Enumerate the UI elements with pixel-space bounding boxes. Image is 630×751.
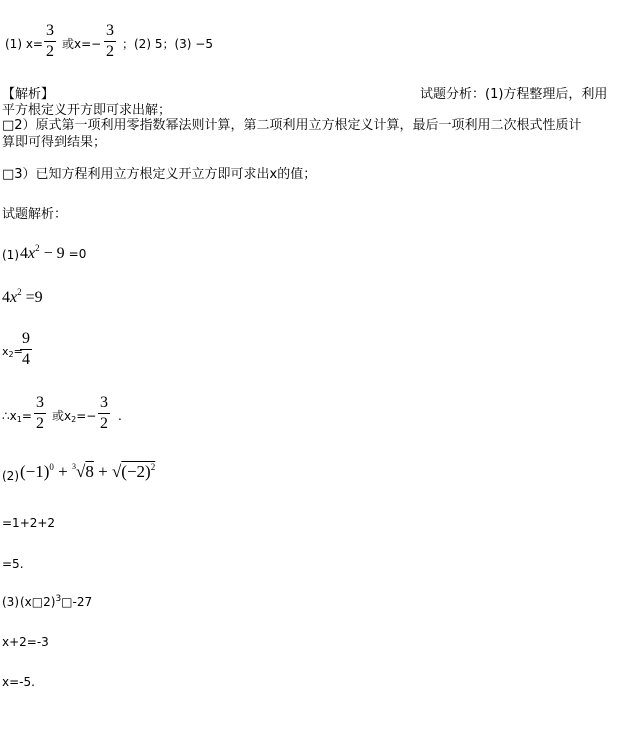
or-x: 或x	[52, 409, 72, 423]
fraction-numerator: 3	[46, 22, 54, 39]
x-var: x	[2, 345, 9, 358]
x-subscript: 2	[8, 350, 14, 359]
result-or	[52, 410, 96, 422]
result-fraction-2	[98, 394, 110, 433]
analysis-header: 【解析】	[2, 87, 55, 102]
part1-equation: $4x^2 - 9 =0$	[20, 243, 87, 262]
x2-subscript: 2	[71, 415, 77, 424]
part1-eq-tail: =0	[68, 247, 87, 261]
analysis-intro-right: 试题分析：(1)方程整理后，利用	[420, 87, 608, 102]
fraction-denominator: 2	[100, 415, 108, 432]
part2-step2: =5.	[2, 557, 24, 571]
part1-step2-rhs: =9	[25, 289, 43, 306]
part1-label: (1)	[2, 248, 19, 262]
part1-step2: $4x^2 =9$	[2, 287, 43, 306]
fraction-denominator: 2	[106, 43, 114, 60]
fraction-denominator: 2	[46, 43, 54, 60]
equals-sign: =	[13, 345, 23, 358]
analysis-line-5: □3）已知方程利用立方根定义开立方即可求出x的值；	[2, 167, 317, 182]
part3-label: (3)	[2, 595, 19, 609]
analysis-line-3: □2）原式第一项利用零指数幂法则计算，第二项利用立方根定义计算，最后一项利用二次根式性质计	[2, 118, 582, 133]
fraction-denominator: 4	[22, 351, 30, 368]
part3-rhs: □-27	[61, 595, 93, 609]
fraction-denominator: 2	[36, 415, 44, 432]
analysis-line-4: 算即可得到结果；	[2, 135, 107, 150]
part2-expression: $(-1)^0 + ^3√8 + √(-2)^2$	[20, 462, 156, 481]
answer-part1-prefix: (1) x=	[5, 37, 43, 51]
part3-equation	[20, 596, 92, 609]
therefore-symbol: ∴x	[2, 409, 17, 423]
part1-step3-fraction	[20, 330, 32, 369]
x1-subscript: 1	[16, 415, 22, 424]
part2-label: (2)	[2, 469, 19, 483]
fraction-numerator: 3	[36, 394, 44, 411]
part2-step1: =1+2+2	[2, 516, 56, 530]
fraction-numerator: 3	[106, 22, 114, 39]
equals-minus: =−	[76, 409, 97, 423]
solution-label: 试题解析：	[2, 207, 68, 222]
fraction-numerator: 9	[22, 330, 30, 347]
part3-exponent: 3	[55, 594, 62, 604]
answer-or-x: 或x=−	[62, 37, 102, 51]
answer-fraction-1	[44, 22, 56, 61]
equals-sign: =	[21, 409, 32, 423]
part3-step1: x+2=-3	[2, 635, 49, 649]
result-period: .	[118, 409, 122, 423]
analysis-line-2: 平方根定义开方即可求出解；	[2, 103, 172, 118]
answer-fraction-2	[104, 22, 116, 61]
fraction-numerator: 3	[100, 394, 108, 411]
result-fraction-1	[34, 394, 46, 433]
part3-step2: x=-5.	[2, 675, 35, 689]
part3-lhs: (x□2)	[20, 595, 56, 609]
answer-rest: ；(2) 5；(3) −5	[122, 37, 213, 51]
therefore-result-lhs	[2, 410, 32, 422]
